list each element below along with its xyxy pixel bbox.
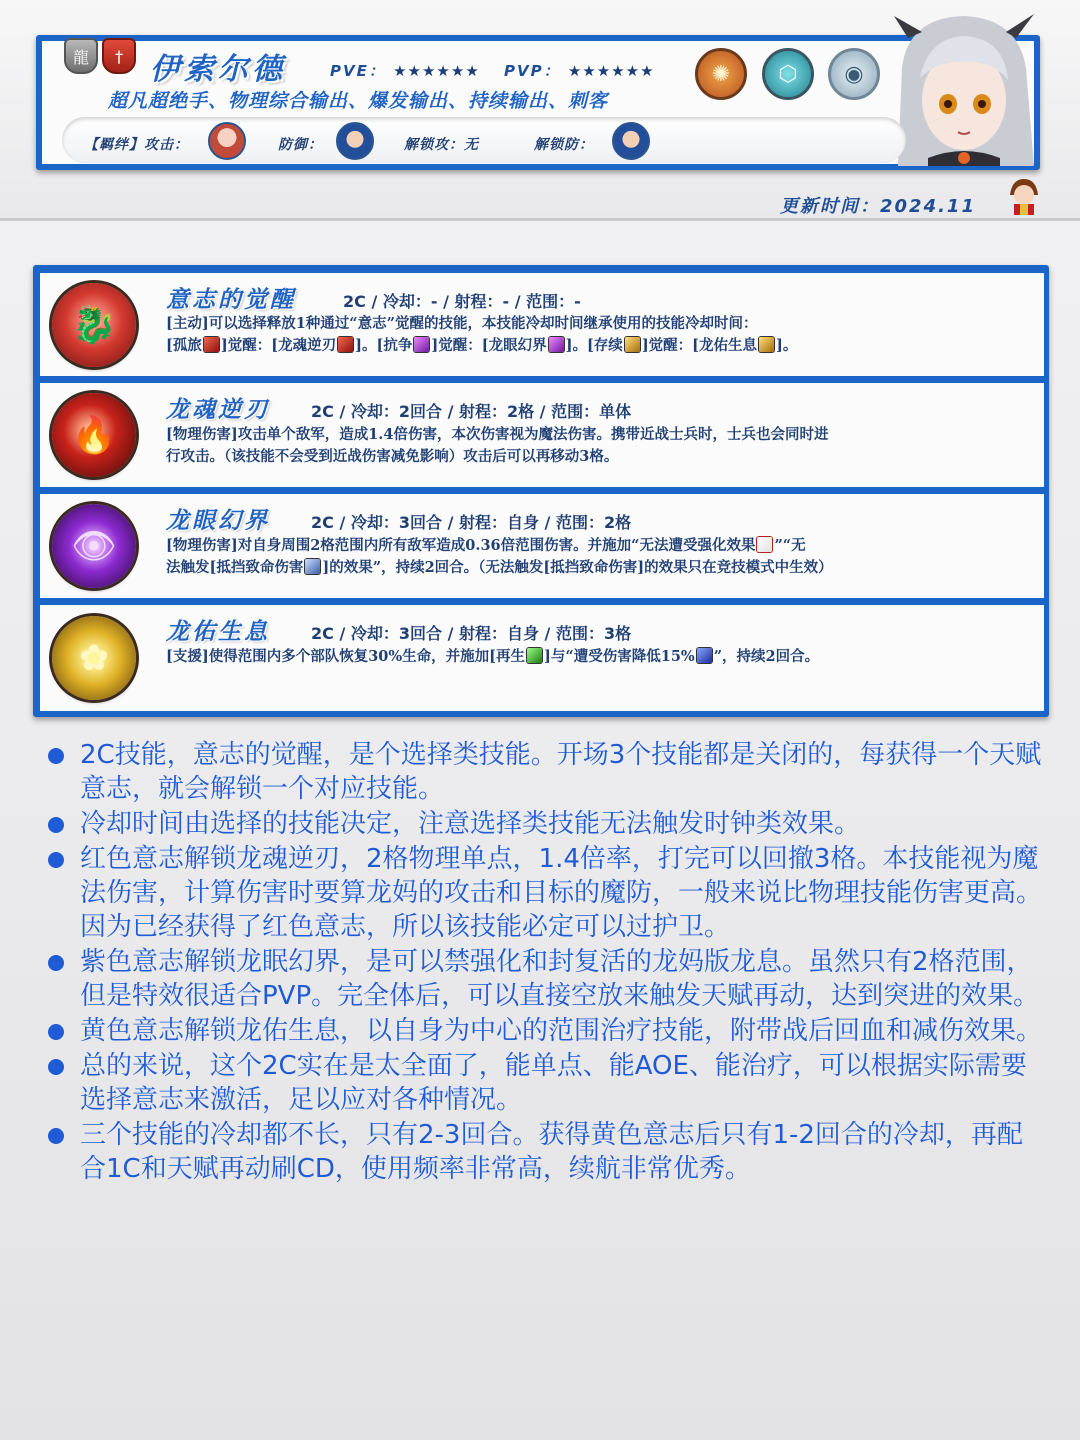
solitary-will-icon (204, 337, 219, 352)
pve-rating (330, 60, 480, 81)
skill-row-blade (40, 383, 1044, 487)
dragon-class-badge-icon: 龍 (64, 38, 98, 74)
note-item (44, 1014, 1044, 1048)
pve-label: PVE： (330, 62, 386, 80)
desc-text: ]与“遭受伤害降低15% (544, 648, 695, 665)
note-item (44, 1118, 1044, 1186)
unlock-defense-portrait (612, 122, 650, 160)
note-item (44, 842, 1044, 944)
flower-heal-icon: ✿ (52, 616, 136, 700)
desc-text: ]。[存续 (565, 337, 623, 354)
bond-defense-portrait (336, 122, 374, 160)
bullet-icon (48, 1024, 64, 1040)
dragon-eye-small-icon (549, 337, 564, 352)
dragon-blade-small-icon (338, 337, 353, 352)
desc-text: ”，持续2回合。 (713, 648, 820, 665)
fire-emblem-icon: ✺ (695, 48, 747, 100)
skill-desc-line (166, 557, 1042, 579)
regen-icon (527, 648, 542, 663)
skill-name: 龙眼幻界 (166, 508, 270, 534)
hero-name: 伊索尔德 (150, 52, 286, 87)
desc-text: ]。[抗争 (355, 337, 413, 354)
skill-meta: 2C / 冷却：3回合 / 射程：自身 / 范围：3格 (311, 624, 632, 643)
skill-row-awaken (40, 273, 1044, 376)
struggle-will-icon (414, 337, 429, 352)
bullet-icon (48, 817, 64, 833)
notes-list (44, 738, 1044, 1187)
skill-desc-line: [物理伤害]攻击单个敌军，造成1.4倍伤害，本次伤害视为魔法伤害。携带近战士兵时，士兵也会同时进 (166, 426, 829, 443)
dragon-blade-icon: 🔥 (52, 393, 136, 477)
desc-text: ]。 (776, 337, 798, 354)
note-item (44, 945, 1044, 1013)
dragon-breath-small-icon (759, 337, 774, 352)
eye-emblem-icon: ◉ (828, 48, 880, 100)
note-text: 黄色意志解锁龙佑生息，以自身为中心的范围治疗技能，附带战后回血和减伤效果。 (80, 1016, 1043, 1046)
bullet-icon (48, 748, 64, 764)
sword-class-badge-icon: † (102, 38, 136, 74)
note-item (44, 807, 1044, 841)
bullet-icon (48, 1128, 64, 1144)
note-item (44, 738, 1044, 806)
bond-attack-portrait (208, 122, 246, 160)
skill-meta: 2C / 冷却：- / 射程：- / 范围：- (343, 292, 581, 311)
desc-text: ]的效果”，持续2回合。（无法触发[抵挡致命伤害]的效果只在竞技模式中生效） (322, 559, 833, 576)
desc-text: ]觉醒：[龙眼幻界 (431, 337, 547, 354)
pvp-stars: ★★★★★★ (567, 62, 655, 80)
bullet-icon (48, 852, 64, 868)
note-text: 2C技能，意志的觉醒，是个选择类技能。开场3个技能都是关闭的，每获得一个天赋意志，就会解锁一个对应技能。 (80, 740, 1042, 804)
note-text: 总的来说，这个2C实在是太全面了，能单点、能AOE、能治疗，可以根据实际需要选择意志来激活，足以应对各种情况。 (80, 1051, 1027, 1115)
hero-portrait (888, 8, 1038, 166)
skill-desc-line: 行攻击。（该技能不会受到近战伤害减免影响）攻击后可以再移动3格。 (166, 448, 619, 465)
desc-text: ]觉醒：[龙魂逆刃 (220, 337, 337, 354)
skill-desc-line (166, 535, 1042, 557)
no-buff-shield-icon (757, 537, 772, 552)
bullet-icon (48, 1059, 64, 1075)
block-fatal-icon (305, 559, 320, 574)
hexagon-emblem-icon: ⬡ (762, 48, 814, 100)
skill-name: 意志的觉醒 (166, 287, 296, 313)
skill-desc-line: [主动]可以选择释放1种通过“意志”觉醒的技能，本技能冷却时间继承使用的技能冷却时间： (166, 315, 758, 332)
bond-attack-label: 【羁绊】攻击： (84, 137, 189, 153)
dragon-awaken-icon: 🐉 (52, 283, 136, 367)
skill-meta: 2C / 冷却：2回合 / 射程：2格 / 范围：单体 (311, 402, 632, 421)
skill-name: 龙佑生息 (166, 619, 270, 645)
desc-text: [物理伤害]对自身周围2格范围内所有敌军造成0.36倍范围伤害。并施加“无法遭受强化效果 (166, 537, 756, 554)
skill-description (166, 535, 1042, 579)
damage-reduction-icon (697, 648, 712, 663)
hero-portrait-icon (888, 8, 1038, 166)
note-item (44, 1049, 1044, 1117)
update-time: 更新时间：2024.11 (780, 196, 976, 217)
unlock-defense-label: 解锁防： (534, 137, 594, 153)
note-text: 三个技能的冷却都不长，只有2-3回合。获得黄色意志后只有1-2回合的冷却，再配合1C和天赋再动刷CD，使用频率非常高，续航非常优秀。 (80, 1120, 1023, 1184)
hero-roles: 超凡超绝手、物理综合输出、爆发输出、持续输出、刺客 (108, 90, 609, 112)
skill-name: 龙魂逆刃 (166, 397, 270, 423)
desc-text: [支援]使得范围内多个部队恢复30%生命，并施加[再生 (166, 648, 526, 665)
skill-description (166, 313, 1042, 357)
skill-description (166, 646, 1042, 668)
pvp-label: PVP： (504, 62, 561, 80)
pve-stars: ★★★★★★ (393, 62, 480, 80)
desc-text: ]觉醒：[龙佑生息 (641, 337, 758, 354)
bullet-icon (48, 955, 64, 971)
pvp-rating (504, 60, 655, 81)
desc-text: [孤旅 (166, 337, 202, 354)
skill-desc-line (166, 646, 1042, 668)
desc-text: ”“无 (774, 537, 806, 554)
dragon-eye-icon: 👁 (52, 504, 136, 588)
skill-row-eye (40, 494, 1044, 598)
survival-will-icon (625, 337, 640, 352)
note-text: 冷却时间由选择的技能决定，注意选择类技能无法触发时钟类效果。 (80, 809, 861, 839)
skill-meta: 2C / 冷却：3回合 / 射程：自身 / 范围：2格 (311, 513, 632, 532)
desc-text: 法触发[抵挡致命伤害 (166, 559, 304, 576)
skill-row-breath (40, 605, 1044, 711)
note-text: 红色意志解锁龙魂逆刃，2格物理单点，1.4倍率，打完可以回撤3格。本技能视为魔法伤害，计算伤害时要算龙妈的攻击和目标的魔防，一般来说比物理技能伤害更高。因为已经获得了红色意志，所以该技能必定可以过护卫。 (80, 844, 1043, 942)
bond-defense-label: 防御： (278, 137, 323, 153)
chibi-character-icon (1004, 177, 1044, 215)
note-text: 紫色意志解锁龙眠幻界，是可以禁强化和封复活的龙妈版龙息。虽然只有2格范围，但是特效很适合PVP。完全体后，可以直接空放来触发天赋再动，达到突进的效果。 (80, 947, 1040, 1011)
skill-description (166, 424, 1042, 468)
skill-desc-line (166, 335, 1042, 357)
unlock-attack-label: 解锁攻：无 (404, 137, 479, 153)
